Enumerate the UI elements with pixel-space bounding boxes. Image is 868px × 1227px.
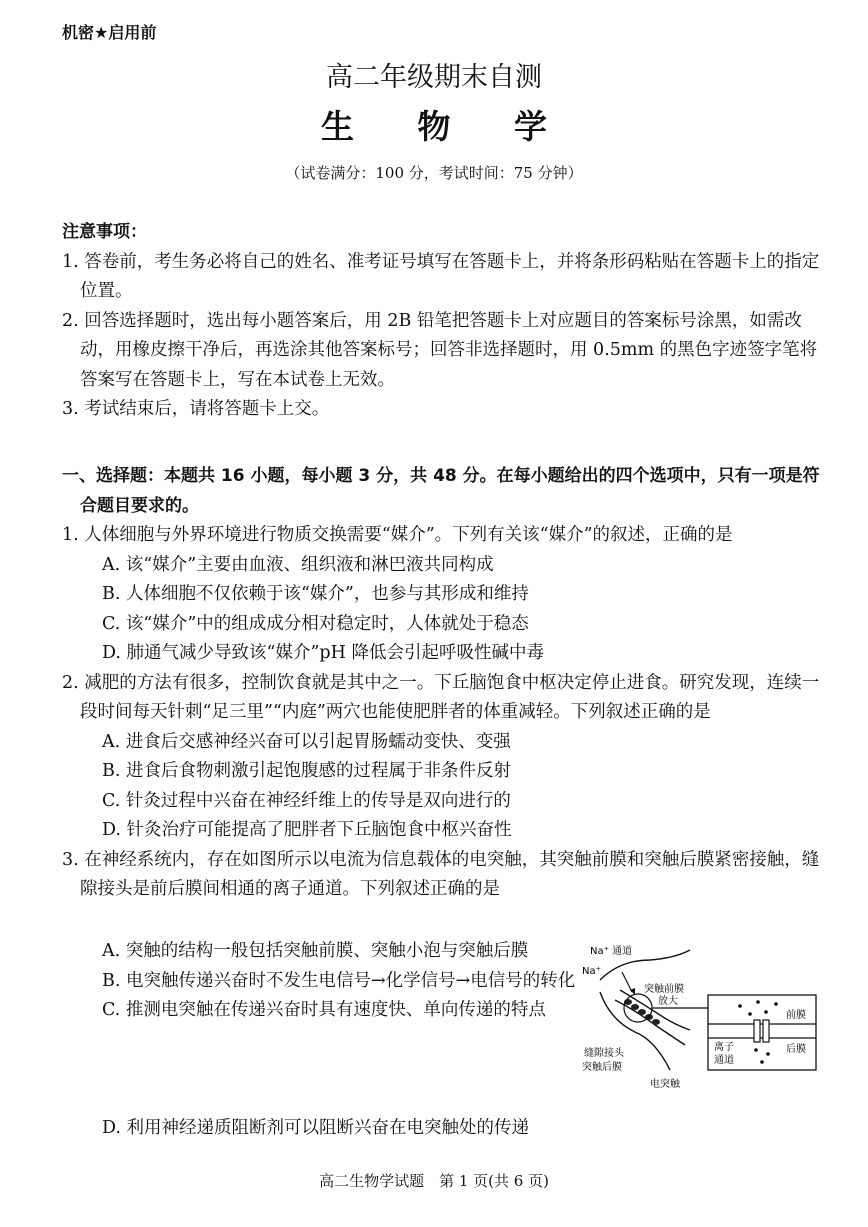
section-heading: 一、选择题：本题共 16 小题，每小题 3 分，共 48 分。在每小题给出的四个选项中，只有一项是符合题目要求的。 [62,466,820,516]
label-post-membrane: 后膜 [786,1044,806,1055]
zoom-channel [763,1020,769,1042]
confidential-label: 机密★启用前 [62,23,157,42]
question-stem: 3. 在神经系统内，存在如图所示以电流为信息载体的电突触，其突触前膜和突触后膜紧密接触，缝隙接头是前后膜间相通的离子通道。下列叙述正确的是 [62,849,820,899]
option-d: D. 利用神经递质阻断剂可以阻断兴奋在电突触处的传递 [102,1118,530,1138]
note-item: 2. 回答选择题时，选出每小题答案后，用 2B 铅笔把答题卡上对应题目的答案标号涂黑，如需改动，用橡皮擦干净后，再选涂其他答案标号；回答非选择题时，用 0.5mm 的黑色字迹签字笔将答案写在答题卡上，写在本试卷上无效。 [62,310,818,390]
notes-heading: 注意事项： [62,222,147,242]
option-a: A. 进食后交感神经兴奋可以引起胃肠蠕动变快、变强 [102,731,511,752]
option-d: D. 肺通气减少导致该“媒介”pH 降低会引起呼吸性碱中毒 [102,643,544,663]
label-gap-junction: 缝隙接头 [584,1048,624,1059]
question-stem: 1. 人体细胞与外界环境进行物质交换需要“媒介”。下列有关该“媒介”的叙述，正确的是 [62,525,733,545]
notes-section [62,218,822,425]
note-item: 1. 答卷前，考生务必将自己的姓名、准考证号填写在答题卡上，并将条形码粘贴在答题卡上的指定位置。 [62,251,820,301]
option-b: B. 进食后食物刺激引起饱腹感的过程属于非条件反射 [102,761,511,781]
option-c: C. 针灸过程中兴奋在神经纤维上的传导是双向进行的 [102,790,511,811]
option-a: A. 该“媒介”主要由血液、组织液和淋巴液共同构成 [102,554,494,575]
option-c: C. 该“媒介”中的组成成分相对稳定时，人体就处于稳态 [102,613,529,634]
label-pre-zoom: 放大 [658,996,678,1007]
exam-info: （试卷满分：100 分，考试时间：75 分钟） [285,164,583,182]
section-choice [62,462,822,905]
note-item: 3. 考试结束后，请将答题卡上交。 [62,399,330,419]
option-b: B. 电突触传递兴奋时不发生电信号→化学信号→电信号的转化 [102,970,576,991]
label-na-channel: Na⁺ 通道 [590,946,633,957]
option-b: B. 人体细胞不仅依赖于该“媒介”，也参与其形成和维持 [102,584,529,604]
zoom-channel [754,1020,760,1042]
option-c: C. 推测电突触在传递兴奋时具有速度快、单向传递的特点 [102,1000,546,1020]
question-3-option-d [62,1114,822,1144]
label-postsynaptic: 突触后膜 [582,1062,622,1073]
label-ion-channel: 通道 [714,1055,734,1066]
exam-title: 高二年级期末自测 [326,62,542,93]
question-stem: 2. 减肥的方法有很多，控制饮食就是其中之一。下丘脑饱食中枢决定停止进食。研究发现，连续一段时间每天针刺“足三里”“内庭”两穴也能使肥胖者的体重减轻。下列叙述正确的是 [62,672,820,722]
na-arrow [622,972,632,992]
label-pre-zoom: 突触前膜 [644,984,684,995]
subject-title: 生 物 学 [321,107,573,146]
option-d: D. 针灸治疗可能提高了肥胖者下丘脑饱食中枢兴奋性 [102,820,512,840]
option-a: A. 突触的结构一般包括突触前膜、突触小泡与突触后膜 [102,941,529,961]
label-ion-channel: 离子 [714,1042,734,1053]
question-3-options [62,937,582,1026]
label-electrical-synapse: 电突触 [650,1079,680,1090]
label-pre-membrane: 前膜 [786,1010,806,1021]
page-footer: 高二生物学试题 第 1 页(共 6 页) [319,1172,549,1190]
electrical-synapse-figure [580,940,820,1090]
label-na: Na⁺ [582,966,601,977]
